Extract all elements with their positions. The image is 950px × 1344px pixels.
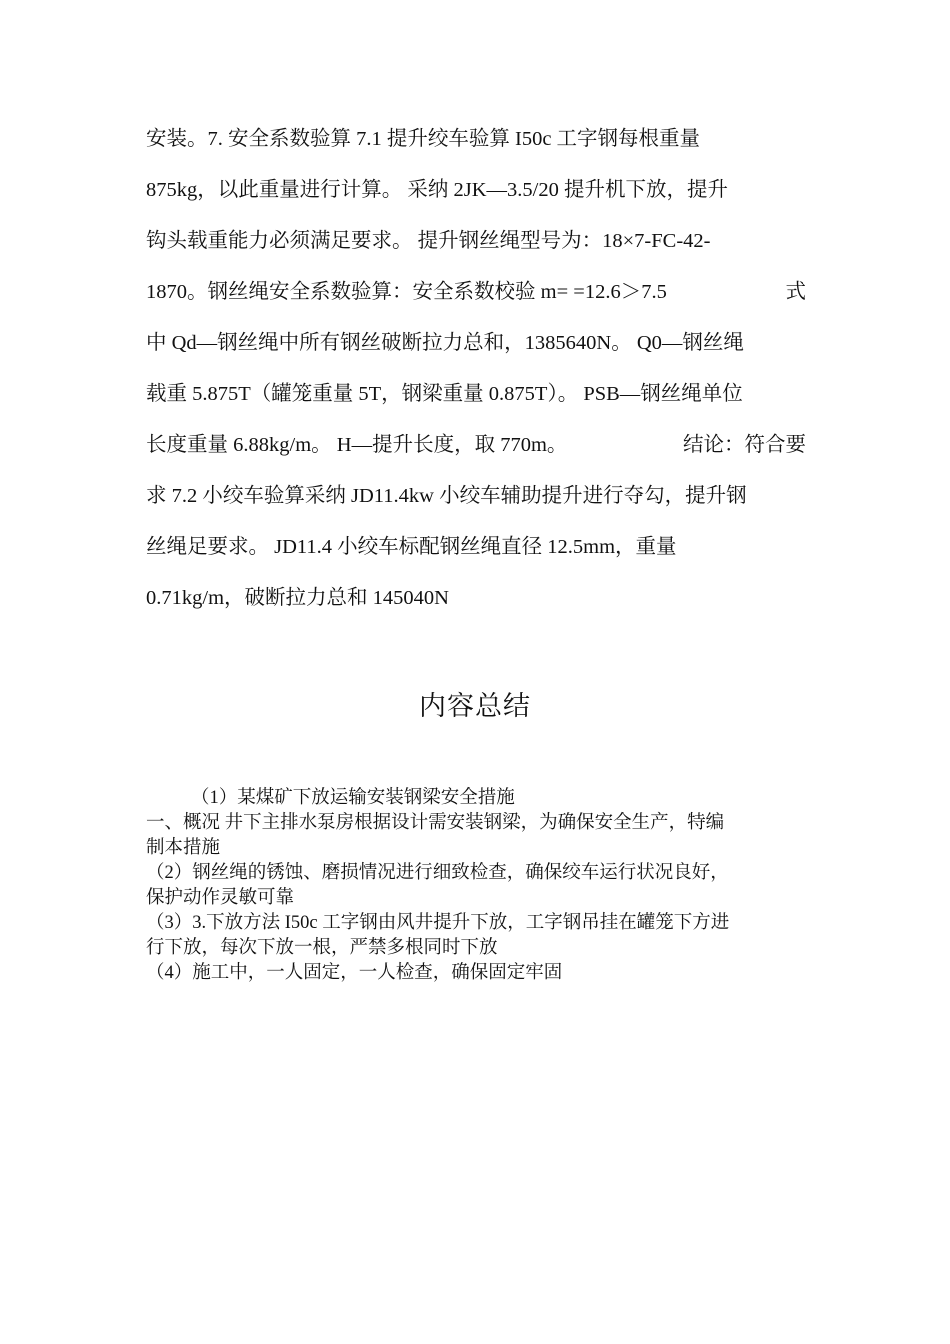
summary-line: 保护动作灵敏可靠 — [146, 888, 295, 908]
body-line-text: 载重 5.875T（罐笼重量 5T，钢梁重量 0.875T）。 PSB—钢丝绳单位 — [146, 383, 743, 405]
summary-line: （1）某煤矿下放运输安装钢梁安全措施 — [191, 788, 515, 808]
body-line — [146, 318, 806, 369]
summary-title: 内容总结 — [419, 691, 531, 721]
body-line-right-text: 式 — [785, 281, 806, 303]
summary-line: （2）钢丝绳的锈蚀、磨损情况进行细致检查，确保绞车运行状况良好， — [146, 863, 729, 883]
summary-list — [146, 786, 806, 986]
body-line — [146, 369, 806, 420]
body-line-text: 长度重量 6.88kg/m。 H—提升长度，取 770m。 — [146, 434, 568, 456]
summary-line: 行下放，每次下放一根，严禁多根同时下放 — [146, 938, 498, 958]
body-line-text: 875kg，以此重量进行计算。 采纳 2JK—3.5/20 提升机下放，提升 — [146, 179, 728, 201]
body-text — [146, 114, 806, 624]
body-line-text: 丝绳足要求。 JD11.4 小绞车标配钢丝绳直径 12.5mm，重量 — [146, 536, 677, 558]
body-line-right-text: 结论：符合要 — [683, 434, 806, 456]
body-line-text: 钩头载重能力必须满足要求。 提升钢丝绳型号为：18×7-FC-42- — [146, 230, 711, 252]
summary-line: （3）3.下放方法 I50c 工字钢由风井提升下放，工字钢吊挂在罐笼下方进 — [146, 913, 730, 933]
body-line-text: 0.71kg/m，破断拉力总和 145040N — [146, 587, 449, 609]
body-line — [146, 267, 806, 318]
body-line — [146, 216, 806, 267]
summary-line: 制本措施 — [146, 838, 221, 858]
body-line — [146, 420, 806, 471]
body-line-text: 安装。7. 安全系数验算 7.1 提升绞车验算 I50c 工字钢每根重量 — [146, 128, 701, 150]
body-line — [146, 471, 806, 522]
body-line-text: 求 7.2 小绞车验算采纳 JD11.4kw 小绞车辅助提升进行夺勾，提升钢 — [146, 485, 747, 507]
body-line-text: 中 Qd—钢丝绳中所有钢丝破断拉力总和，1385640N。 Q0—钢丝绳 — [146, 332, 744, 354]
body-line — [146, 114, 806, 165]
summary-line: 一、概况 井下主排水泵房根据设计需安装钢梁，为确保安全生产，特编 — [146, 813, 725, 833]
body-line-text: 1870。钢丝绳安全系数验算：安全系数校验 m= =12.6＞7.5 — [146, 281, 667, 303]
body-line — [146, 165, 806, 216]
body-line — [146, 573, 806, 624]
summary-line: （4）施工中，一人固定，一人检查，确保固定牢固 — [146, 963, 563, 983]
body-line — [146, 522, 806, 573]
